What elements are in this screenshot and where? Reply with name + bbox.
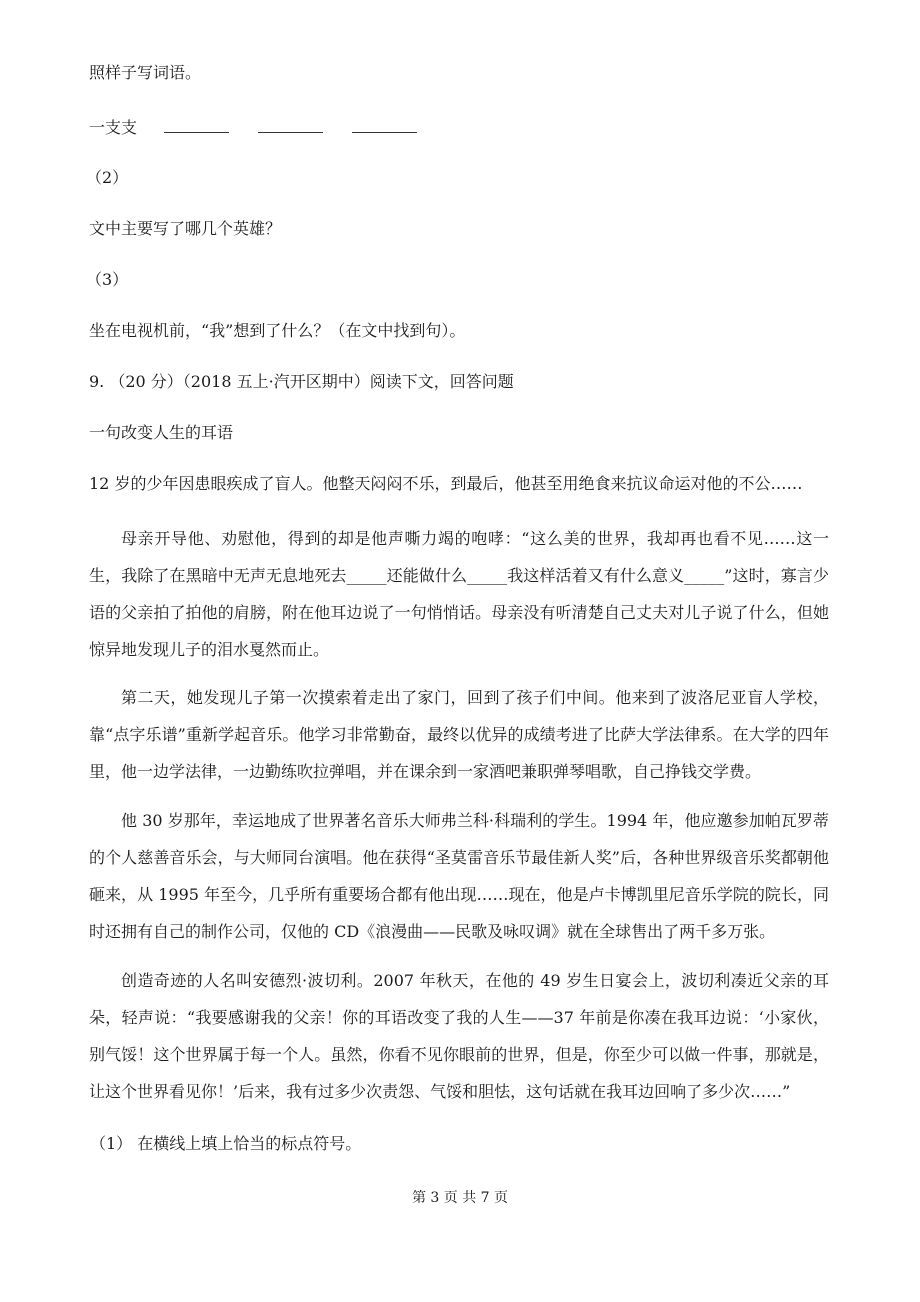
q8-sub2-label: （2） [86,168,129,187]
article-paragraph-5: 创造奇迹的人名叫安德烈·波切利。2007 年秋天，在他的 49 岁生日宴会上，波切利凑近父亲的耳朵，轻声说：“我要感谢我的父亲！你的耳语改变了我的人生——37 年前是你凑在我耳边说：‘小家伙，别气馁！这个世界属于每一个人。虽然，你看不见你眼前的世界，但是，你至少可以做一件事，那就是，让这个世界看见你！’后来，我有过多少次责怨、气馁和胆怯，这句话就在我耳边回响了多少次……” [89,971,829,1101]
q8-sub1-example-row [89,118,441,138]
article-paragraph-1: 12 岁的少年因患眼疾成了盲人。他整天闷闷不乐，到最后，他甚至用绝食来抗议命运对他的不公…… [89,474,803,493]
article-paragraph-4: 他 30 岁那年，幸运地成了世界著名音乐大师弗兰科·科瑞利的学生。1994 年，他应邀参加帕瓦罗蒂的个人慈善音乐会，与大师同台演唱。他在获得“圣莫雷音乐节最佳新人奖”后，各种世界级音乐奖都朝他砸来，从 1995 年至今，几乎所有重要场合都有他出现……现在，他是卢卡博凯里尼音乐学院的院长，同时还拥有自己的制作公司，仅他的 CD《浪漫曲——民歌及咏叹调》就在全球售出了两千多万张。 [89,811,829,941]
q8-sub2-question: 文中主要写了哪几个英雄？ [89,219,282,238]
page-footer: 第 3 页 共 7 页 [411,1190,509,1206]
answer-blanks [164,118,441,138]
q9-sub1-question: （1） 在横线上填上恰当的标点符号。 [90,1134,362,1153]
article-paragraph-3: 第二天，她发现儿子第一次摸索着走出了家门，回到了孩子们中间。他来到了波洛尼亚盲人学校，靠“点字乐谱”重新学起音乐。他学习非常勤奋，最终以优异的成绩考进了比萨大学法律系。在大学的四年里，他一边学法律，一边勤练吹拉弹唱，并在课余到一家酒吧兼职弹琴唱歌，自己挣钱交学费。 [89,688,829,781]
answer-blank-1[interactable] [164,118,229,133]
answer-blank-2[interactable] [258,118,323,133]
q8-sub1-example-word: 一支支 [89,118,138,137]
answer-blank-3[interactable] [352,118,417,133]
q9-header: 9. （20 分）（2018 五上·汽开区期中）阅读下文，回答问题 [89,372,514,391]
q8-sub3-question: 坐在电视机前，“我”想到了什么？（在文中找到句）。 [89,321,466,340]
q8-sub3-label: （3） [86,270,129,289]
q8-sub1-instruction: 照样子写词语。 [89,63,202,82]
article-title: 一句改变人生的耳语 [89,423,234,442]
article-paragraph-2: 母亲开导他、劝慰他，得到的却是他声嘶力竭的咆哮：“这么美的世界，我却再也看不见……这一生，我除了在黑暗中无声无息地死去_____还能做什么_____我这样活着又有什么意义_____”这时，寡言少语的父亲拍了拍他的肩膀，附在他耳边说了一句悄悄话。母亲没有听清楚自己丈夫对儿子说了什么，但她惊异地发现儿子的泪水戛然而止。 [89,529,829,659]
